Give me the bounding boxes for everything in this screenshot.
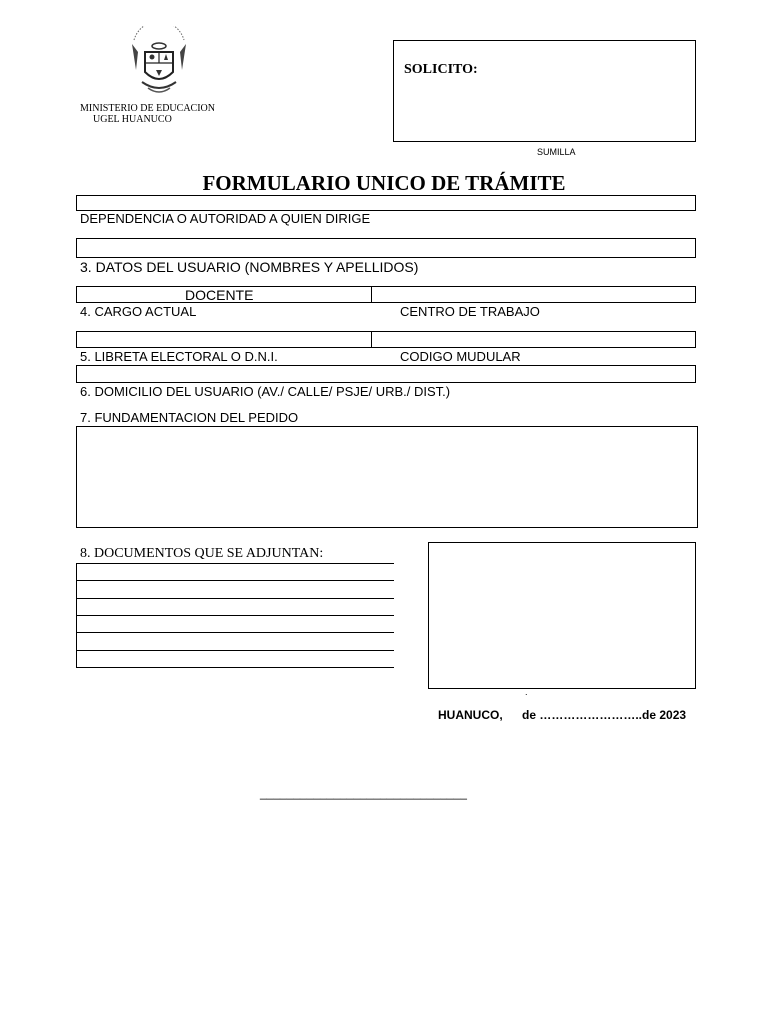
dot-mark: . bbox=[525, 687, 528, 697]
fundamentacion-label: 7. FUNDAMENTACION DEL PEDIDO bbox=[80, 410, 299, 425]
city-label: HUANUCO, bbox=[438, 708, 503, 722]
institution-line1: MINISTERIO DE EDUCACION bbox=[80, 103, 215, 114]
documentos-line-4[interactable] bbox=[76, 615, 394, 616]
cargo-input[interactable] bbox=[76, 286, 372, 303]
domicilio-input[interactable] bbox=[76, 365, 696, 383]
dni-input[interactable] bbox=[76, 331, 372, 348]
fundamentacion-textarea[interactable] bbox=[76, 426, 698, 528]
sumilla-caption: SUMILLA bbox=[537, 147, 576, 157]
codigo-modular-label: CODIGO MUDULAR bbox=[400, 349, 521, 364]
cargo-value: DOCENTE bbox=[185, 287, 254, 303]
form-title: FORMULARIO UNICO DE TRÁMITE bbox=[202, 171, 566, 195]
documentos-line-6[interactable] bbox=[76, 650, 394, 651]
datos-usuario-label: 3. DATOS DEL USUARIO (NOMBRES Y APELLIDOS) bbox=[80, 259, 419, 275]
documentos-label: 8. DOCUMENTOS QUE SE ADJUNTAN: bbox=[80, 546, 324, 561]
codigo-modular-input[interactable] bbox=[371, 331, 696, 348]
cargo-label: 4. CARGO ACTUAL bbox=[80, 304, 197, 319]
domicilio-label: 6. DOMICILIO DEL USUARIO (AV./ CALLE/ PSJE/ URB./ DIST.) bbox=[80, 384, 451, 399]
signature-line[interactable]: _______________________________ bbox=[260, 786, 467, 800]
solicito-box[interactable] bbox=[393, 40, 696, 142]
dependencia-label: DEPENDENCIA O AUTORIDAD A QUIEN DIRIGE bbox=[80, 211, 371, 226]
datos-usuario-input[interactable] bbox=[76, 238, 696, 258]
institution-line2: UGEL HUANUCO bbox=[93, 114, 172, 125]
documentos-line-1[interactable] bbox=[76, 563, 394, 564]
centro-trabajo-input[interactable] bbox=[371, 286, 696, 303]
coat-of-arms-icon bbox=[128, 26, 190, 98]
documentos-line-3[interactable] bbox=[76, 598, 394, 599]
documentos-line-7[interactable] bbox=[76, 667, 394, 668]
documentos-line-5[interactable] bbox=[76, 632, 394, 633]
centro-trabajo-label: CENTRO DE TRABAJO bbox=[400, 304, 540, 319]
documentos-left-border bbox=[76, 563, 77, 667]
stamp-box[interactable] bbox=[428, 542, 696, 689]
solicito-label: SOLICITO: bbox=[404, 62, 478, 77]
dni-label: 5. LIBRETA ELECTORAL O D.N.I. bbox=[80, 349, 278, 364]
date-line[interactable]: de ……………………..de 2023 bbox=[522, 708, 687, 722]
dependencia-input[interactable] bbox=[76, 195, 696, 211]
documentos-line-2[interactable] bbox=[76, 580, 394, 581]
